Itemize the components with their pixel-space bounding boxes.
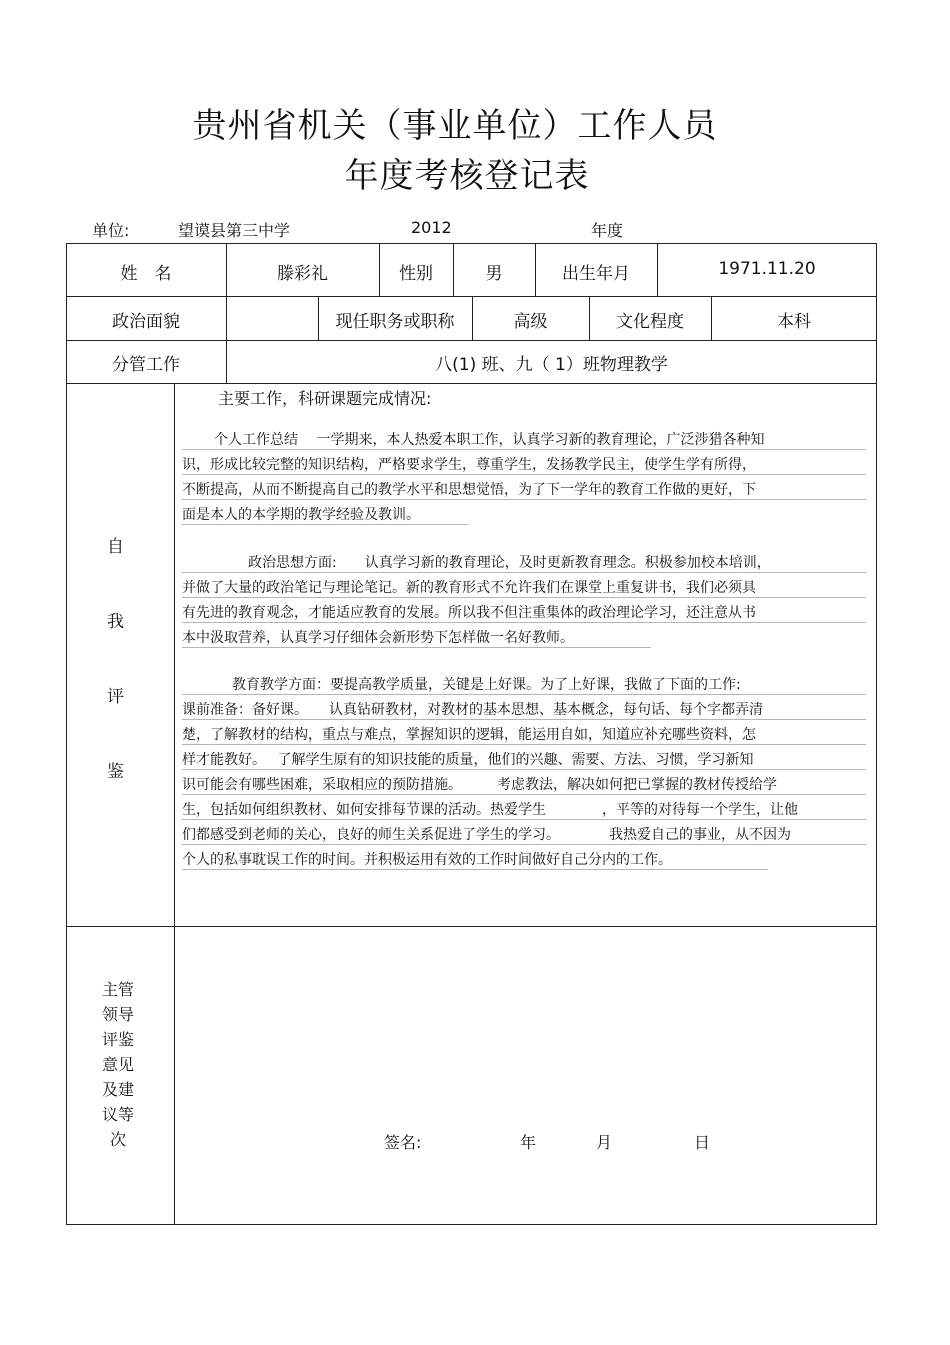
self-eval-line: 政治思想方面: 认真学习新的教育理论，及时更新教育理念。积极参加校本培训， [182, 555, 866, 573]
signature-year: 年 [520, 1133, 537, 1152]
self-eval-line: 有先进的教育观念，才能适应教育的发展。所以我不但注重集体的政治理论学习，还注意从书 [182, 605, 866, 623]
signature-day: 日 [694, 1133, 711, 1152]
self-eval-line: 样才能教好。 了解学生原有的知识技能的质量，他们的兴趣、需要、方法、习惯，学习新知 [182, 752, 866, 770]
year-value: 2012 [411, 218, 452, 237]
unit-value: 望谟县第三中学 [178, 221, 291, 240]
year-label: 年度 [591, 221, 624, 240]
education-value: 本科 [777, 312, 811, 332]
leader-eval-char: 意见 [101, 1055, 134, 1074]
leader-eval-char: 议等 [101, 1105, 134, 1124]
work-value: 八(1) 班、九（ 1）班物理教学 [435, 355, 668, 375]
col-divider [174, 383, 175, 1225]
name-value: 滕彩礼 [277, 264, 328, 284]
self-eval-line: 面是本人的本学期的教学经验及教训。 [182, 507, 468, 525]
leader-eval-char: 及建 [101, 1080, 134, 1099]
birth-value: 1971.11.20 [718, 259, 816, 279]
gender-value: 男 [485, 264, 503, 284]
row-divider [66, 926, 877, 927]
leader-eval-char: 评鉴 [101, 1030, 134, 1049]
leader-eval-char: 主管 [101, 980, 134, 999]
work-label: 分管工作 [112, 355, 180, 375]
self-eval-line: 个人的私事耽误工作的时间。并积极运用有效的工作时间做好自己分内的工作。 [182, 852, 768, 870]
gender-label: 性别 [399, 264, 433, 284]
self-eval-line: 教育教学方面：要提高教学质量，关键是上好课。为了上好课，我做了下面的工作: [182, 677, 866, 695]
row-divider [66, 383, 877, 384]
birth-label: 出生年月 [562, 264, 630, 284]
self-eval-line: 生，包括如何组织教材、如何安排每节课的活动。热爱学生 ，平等的对待每一个学生，让他 [182, 802, 866, 820]
unit-label: 单位: [92, 221, 130, 240]
self-eval-char: 我 [107, 612, 124, 632]
name-label: 姓 名 [120, 264, 172, 284]
self-eval-char: 鉴 [107, 762, 124, 782]
position-value: 高级 [513, 312, 548, 332]
self-eval-line: 识，形成比较完整的知识结构，严格要求学生，尊重学生，发扬教学民主，使学生学有所得， [182, 457, 866, 475]
self-eval-line: 识可能会有哪些困难，采取相应的预防措施。 考虑教法，解决如何把已掌握的教材传授给学 [182, 777, 866, 795]
form-title-line1: 贵州省机关（事业单位）工作人员 [192, 106, 718, 146]
self-eval-line: 并做了大量的政治笔记与理论笔记。新的教育形式不允许我们在课堂上重复讲书，我们必须具 [182, 580, 866, 598]
leader-eval-char: 领导 [101, 1005, 134, 1024]
leader-eval-char: 次 [109, 1130, 126, 1149]
signature-label: 签名: [384, 1133, 422, 1152]
position-label: 现任职务或职称 [335, 312, 455, 332]
signature-month: 月 [596, 1133, 613, 1152]
self-eval-line: 们都感受到老师的关心，良好的师生关系促进了学生的学习。 我热爱自己的事业，从不因为 [182, 827, 866, 845]
self-eval-line: 课前准备：备好课。 认真钻研教材，对教材的基本思想、基本概念，每句话、每个字都弄清 [182, 702, 866, 720]
self-eval-line: 不断提高，从而不断提高自己的教学水平和思想觉悟，为了下一学年的教育工作做的更好，下 [182, 482, 866, 500]
self-eval-char: 自 [107, 537, 124, 557]
row-divider [66, 340, 877, 341]
self-eval-line: 楚，了解教材的结构，重点与难点，掌握知识的逻辑，能运用自如，知道应补充哪些资料，怎 [182, 727, 866, 745]
self-eval-char: 评 [107, 687, 124, 707]
form-title-line2: 年度考核登记表 [344, 156, 590, 196]
self-eval-line: 个人工作总结 一学期来，本人热爱本职工作，认真学习新的教育理论，广泛涉猎各种知 [182, 432, 866, 450]
education-label: 文化程度 [616, 312, 684, 332]
politics-label: 政治面貌 [112, 312, 180, 332]
self-eval-line: 本中汲取营养，认真学习仔细体会新形势下怎样做一名好教师。 [182, 630, 651, 648]
self-eval-heading: 主要工作，科研课题完成情况: [218, 389, 432, 408]
